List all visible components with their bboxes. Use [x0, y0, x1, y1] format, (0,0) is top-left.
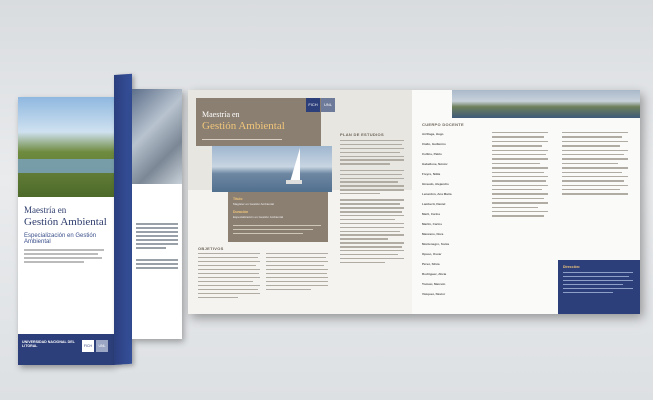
- footer-line: [563, 292, 613, 293]
- faculty-name: Ciallo, Guillermo: [422, 142, 446, 146]
- logo-unl: UNL: [321, 98, 335, 112]
- faculty-name: Martín, Carlos: [422, 222, 443, 226]
- faculty-name: Gabellone, Néstor: [422, 162, 448, 166]
- cover-text-line: [24, 249, 104, 251]
- faculty-name: Montenegro, Sonia: [422, 242, 449, 246]
- open-brochure-spread: [188, 90, 640, 314]
- cover-title-line2: Gestión Ambiental: [24, 216, 107, 228]
- faculty-name: Pérez, Silvia: [422, 262, 440, 266]
- info-line: [233, 225, 321, 226]
- faculty-col3: [562, 132, 632, 195]
- faculty-name: Giraudo, Alejandro: [422, 182, 449, 186]
- faculty-name: Marti, Carlos: [422, 212, 441, 216]
- cover-water: [18, 159, 114, 173]
- footer-label: Dirección:: [563, 265, 581, 269]
- degree-info-box: [228, 192, 328, 242]
- faculty-name: Rodríguez, Alicia: [422, 272, 447, 276]
- inner-text-line: [136, 223, 178, 225]
- faculty-name: Arrillaga, Hugo: [422, 132, 444, 136]
- title-box: [196, 98, 321, 146]
- right-footer-block: [558, 260, 640, 314]
- inner-text-line: [136, 263, 178, 265]
- cover-text-line: [24, 257, 102, 259]
- logo-fich: FICH: [306, 98, 320, 112]
- brochure-inner-panel: [132, 89, 182, 339]
- footer-line: [563, 280, 633, 281]
- faculty-name: Freyre, Nilda: [422, 172, 441, 176]
- sail-shape: [290, 148, 300, 182]
- faculty-name: Collins, Pablo: [422, 152, 442, 156]
- faculty-name: Lenardón, Ana María: [422, 192, 452, 196]
- info-label-1: Título: [233, 197, 243, 201]
- inner-industrial-photo: [132, 89, 182, 184]
- footer-line: [563, 276, 629, 277]
- inner-text-line: [136, 259, 178, 261]
- cover-title-line1: Maestría en: [24, 205, 67, 215]
- info-label-2: Duración: [233, 210, 249, 214]
- cover-landscape-photo: [18, 97, 114, 197]
- info-text-2: Especialización en Gestión Ambiental: [233, 215, 284, 219]
- sailboat-photo: [212, 146, 332, 192]
- cover-footer-name: UNIVERSIDAD NACIONAL DEL LITORAL: [22, 340, 75, 348]
- plan-estudios-heading: PLAN DE ESTUDIOS: [340, 132, 384, 137]
- inner-text-line: [136, 235, 178, 237]
- spread-left-page: [188, 90, 412, 314]
- brochure-blue-spine: [114, 74, 132, 365]
- inner-text-line: [136, 239, 178, 241]
- cover-logo-fich: FICH: [82, 340, 94, 352]
- brochure-cover-panel: [18, 97, 114, 365]
- faculty-col2: [492, 132, 552, 217]
- cover-subtitle: Especialización en Gestión Ambiental: [24, 233, 97, 245]
- inner-text-line: [136, 227, 178, 229]
- title-meta-line: [202, 139, 282, 140]
- boat-hull: [286, 180, 302, 184]
- inner-text-line: [136, 231, 178, 233]
- objetivos-heading: OBJETIVOS: [198, 246, 224, 251]
- inner-text-line: [136, 247, 166, 249]
- plan-estudios-text: [340, 140, 404, 263]
- cover-text-line: [24, 261, 84, 263]
- faculty-name: Vázquez, Néstor: [422, 292, 446, 296]
- right-header-photo: [452, 90, 640, 118]
- objetivos-text-col2: [266, 253, 328, 290]
- faculty-name: Opaso, Oscar: [422, 252, 442, 256]
- objetivos-text: [198, 253, 260, 298]
- info-line: [233, 229, 313, 230]
- faculty-name: Lamberti, Daniel: [422, 202, 446, 206]
- spread-title-line1: Maestría en: [202, 110, 240, 119]
- cover-text-line: [24, 253, 98, 255]
- inner-text-line: [136, 243, 178, 245]
- faculty-name: Tomasi, Marcelo: [422, 282, 446, 286]
- cuerpo-docente-heading: CUERPO DOCENTE: [422, 122, 464, 127]
- inner-text-line: [136, 267, 178, 269]
- footer-line: [563, 288, 633, 289]
- footer-line: [563, 284, 623, 285]
- folded-brochure: [18, 75, 168, 360]
- footer-line: [563, 272, 633, 273]
- info-text-1: Magíster en Gestión Ambiental: [233, 202, 275, 206]
- faculty-name: Manzano, Nora: [422, 232, 444, 236]
- cover-footer: [18, 334, 114, 365]
- info-line: [233, 233, 303, 234]
- spread-title-line2: Gestión Ambiental: [202, 120, 285, 132]
- cover-logo-unl: UNL: [96, 340, 108, 352]
